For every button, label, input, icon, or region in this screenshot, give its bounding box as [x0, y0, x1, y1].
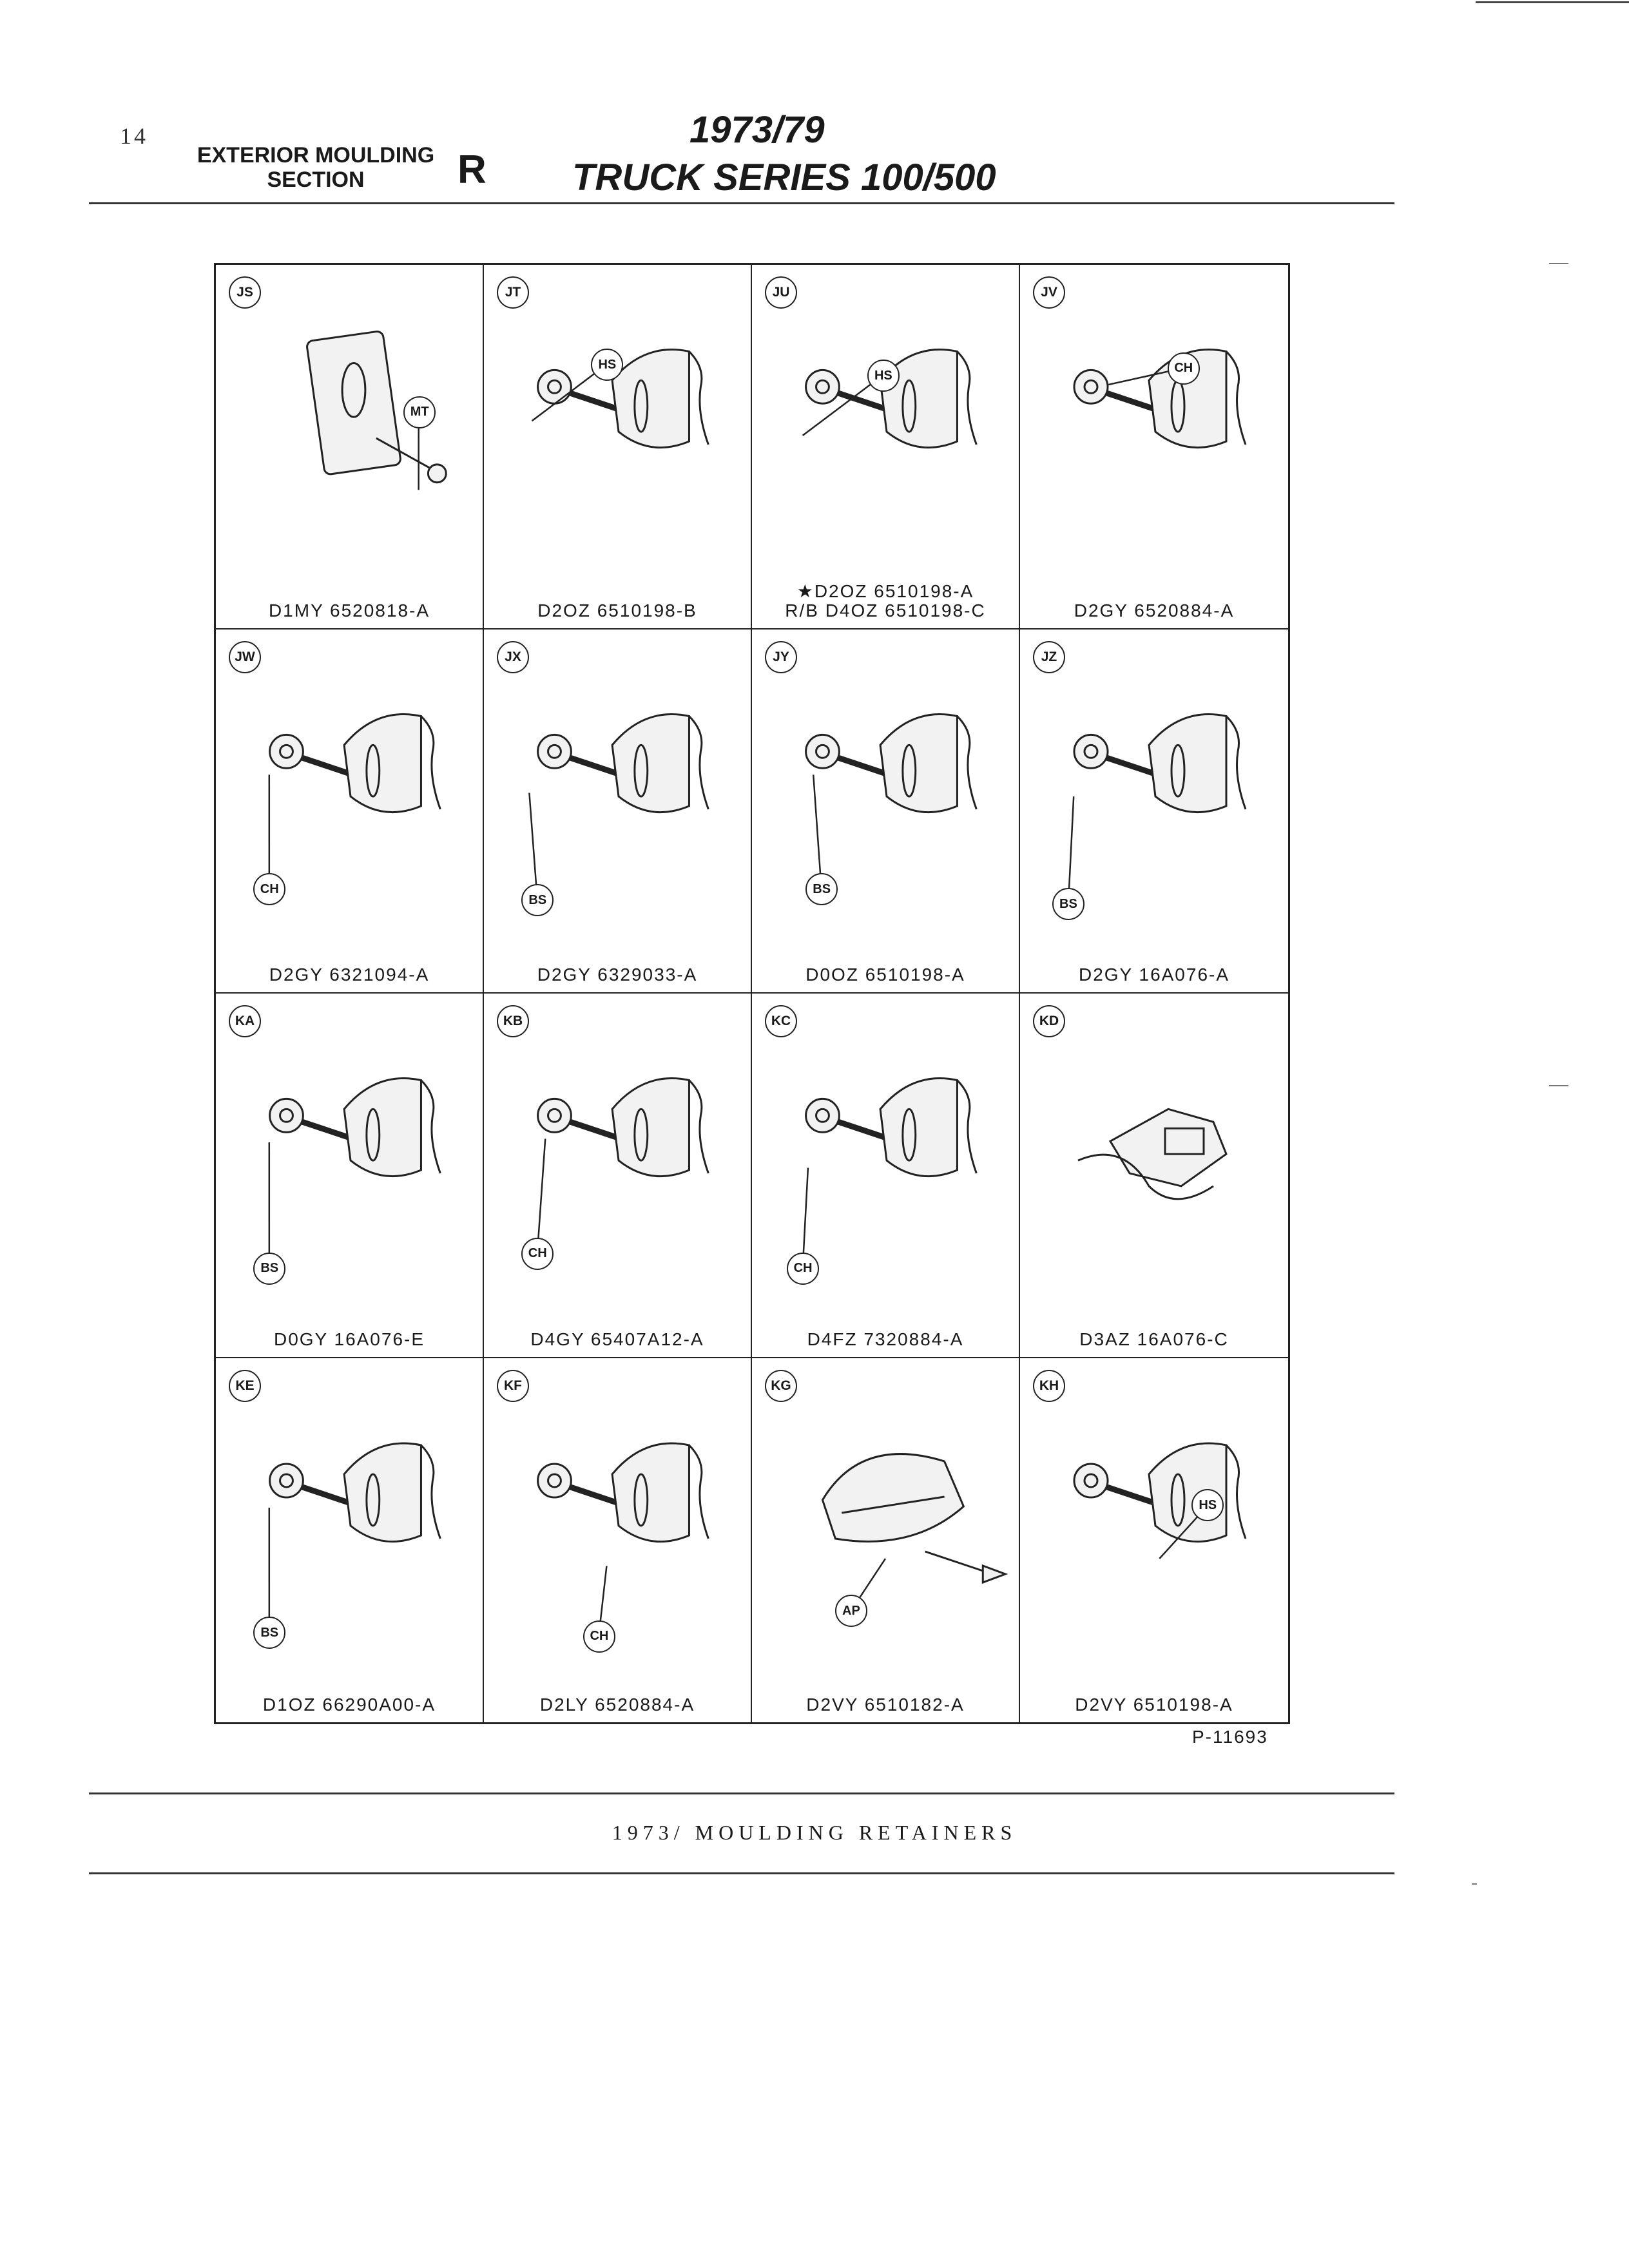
part-illustration [752, 629, 1019, 993]
part-number [484, 601, 751, 620]
footer-rule-top [89, 1792, 1394, 1794]
part-illustration [216, 265, 483, 628]
part-cell-kg [752, 1358, 1020, 1723]
part-drawing [1074, 714, 1246, 812]
part-illustration [216, 994, 483, 1357]
part-number-line1: ★D2OZ 6510198-A [796, 581, 974, 601]
part-number-line1: D2LY 6520884-A [539, 1695, 695, 1715]
callout-badge: CH [787, 1253, 819, 1285]
part-number [216, 1695, 483, 1715]
callout-badge: HS [591, 349, 623, 381]
cell-code-badge: KA [229, 1005, 261, 1037]
section-label [187, 143, 445, 192]
callout-badge: BS [253, 1617, 285, 1649]
part-illustration [1020, 994, 1288, 1357]
part-drawing [270, 714, 441, 812]
callout-badge: BS [253, 1253, 285, 1285]
part-illustration [1020, 629, 1288, 993]
margin-tick [1549, 263, 1568, 264]
cell-code-badge: KG [765, 1370, 797, 1402]
part-number [752, 1330, 1019, 1349]
part-number-line2: R/B D4OZ 6510198-C [785, 600, 986, 620]
part-drawing [1078, 1109, 1226, 1199]
cell-code-badge: JU [765, 276, 797, 309]
corner-rule [1476, 1, 1629, 3]
part-number-line1: D2VY 6510182-A [806, 1695, 965, 1715]
part-cell-js [216, 265, 484, 629]
part-cell-kc [752, 994, 1020, 1358]
part-number-line1: D2GY 6520884-A [1074, 600, 1235, 620]
figure-reference: P-11693 [1192, 1727, 1268, 1747]
callout-badge: CH [253, 873, 285, 905]
section-label-line1: EXTERIOR MOULDING [197, 143, 435, 168]
part-number [216, 1330, 483, 1349]
cell-code-badge: KH [1033, 1370, 1065, 1402]
part-drawing [538, 714, 709, 812]
part-number [484, 1695, 751, 1715]
part-cell-kf [484, 1358, 752, 1723]
part-cell-jy [752, 629, 1020, 994]
part-illustration [484, 265, 751, 628]
title-years: 1973/79 [689, 109, 825, 151]
part-drawing [270, 1079, 441, 1177]
part-illustration [1020, 265, 1288, 628]
part-cell-kb [484, 994, 752, 1358]
part-illustration [484, 994, 751, 1357]
margin-tick [1549, 1085, 1568, 1086]
part-number-line1: D3AZ 16A076-C [1079, 1329, 1229, 1349]
cell-code-badge: KD [1033, 1005, 1065, 1037]
cell-code-badge: JS [229, 276, 261, 309]
part-number-line1: D2VY 6510198-A [1075, 1695, 1233, 1715]
part-number-line1: D0GY 16A076-E [273, 1329, 425, 1349]
callout-badge: HS [867, 360, 900, 392]
parts-grid [214, 263, 1290, 1724]
part-illustration [484, 1358, 751, 1723]
part-number [484, 965, 751, 985]
cell-code-badge: JZ [1033, 641, 1065, 673]
footer-caption: 1973/ MOULDING RETAINERS [612, 1821, 1017, 1844]
part-number [752, 965, 1019, 985]
leader-line [537, 1139, 545, 1253]
part-drawing [270, 1443, 441, 1542]
part-number-line1: D1OZ 66290A00-A [262, 1695, 436, 1715]
part-drawing [538, 1443, 709, 1542]
cell-code-badge: JV [1033, 276, 1065, 309]
part-number-line1: D2GY 6329033-A [537, 965, 698, 985]
part-number-line1: D2GY 6321094-A [269, 965, 430, 985]
part-number-line1: D2GY 16A076-A [1078, 965, 1230, 985]
page-number: 14 [120, 123, 148, 149]
cell-code-badge: JY [765, 641, 797, 673]
section-label-line2: SECTION [267, 168, 365, 192]
leader-line [1068, 796, 1074, 903]
part-cell-ju [752, 265, 1020, 629]
part-illustration [216, 1358, 483, 1723]
callout-badge: HS [1191, 1489, 1224, 1521]
leader-line [813, 774, 821, 889]
callout-badge: CH [583, 1620, 615, 1653]
part-number-line1: D4GY 65407A12-A [530, 1329, 704, 1349]
header-rule [89, 202, 1394, 204]
part-number [752, 1695, 1019, 1715]
part-number [484, 1330, 751, 1349]
cell-code-badge: KB [497, 1005, 529, 1037]
cell-code-badge: KC [765, 1005, 797, 1037]
part-cell-ka [216, 994, 484, 1358]
part-cell-jz [1020, 629, 1288, 994]
leader-line [529, 793, 537, 899]
part-illustration [752, 1358, 1019, 1723]
callout-badge: BS [521, 884, 554, 916]
part-cell-jv [1020, 265, 1288, 629]
part-number-line1: D4FZ 7320884-A [807, 1329, 964, 1349]
part-illustration [752, 994, 1019, 1357]
cell-code-badge: KF [497, 1370, 529, 1402]
part-drawing [538, 1079, 709, 1177]
margin-tick [1472, 1883, 1477, 1885]
part-number [1020, 965, 1288, 985]
cell-code-badge: JW [229, 641, 261, 673]
part-number-line1: D0OZ 6510198-A [805, 965, 965, 985]
part-number [1020, 1330, 1288, 1349]
section-letter: R [458, 148, 487, 192]
cell-code-badge: KE [229, 1370, 261, 1402]
callout-badge: MT [403, 396, 436, 428]
part-drawing [1074, 1443, 1246, 1542]
callout-badge: CH [521, 1238, 554, 1270]
part-number-line1: D2OZ 6510198-B [537, 600, 697, 620]
footer-rule-bottom [89, 1872, 1394, 1874]
part-drawing [806, 714, 977, 812]
part-drawing [822, 1454, 1005, 1582]
part-number-line1: D1MY 6520818-A [268, 600, 430, 620]
part-number [216, 965, 483, 985]
callout-badge: CH [1168, 352, 1200, 385]
part-cell-kd [1020, 994, 1288, 1358]
part-cell-jx [484, 629, 752, 994]
part-cell-ke [216, 1358, 484, 1723]
part-number [1020, 601, 1288, 620]
callout-badge: AP [835, 1595, 867, 1627]
part-number [1020, 1695, 1288, 1715]
part-illustration [216, 629, 483, 993]
part-cell-jt [484, 265, 752, 629]
callout-badge: BS [1052, 888, 1084, 920]
part-illustration [752, 265, 1019, 628]
part-cell-jw [216, 629, 484, 994]
part-illustration [484, 629, 751, 993]
part-number [216, 601, 483, 620]
part-number [752, 582, 1019, 620]
part-illustration [1020, 1358, 1288, 1723]
cell-code-badge: JX [497, 641, 529, 673]
cell-code-badge: JT [497, 276, 529, 309]
part-cell-kh [1020, 1358, 1288, 1723]
callout-badge: BS [805, 873, 838, 905]
part-drawing [806, 1079, 977, 1177]
title-series: TRUCK SERIES 100/500 [572, 157, 996, 198]
part-drawing [1074, 350, 1246, 448]
